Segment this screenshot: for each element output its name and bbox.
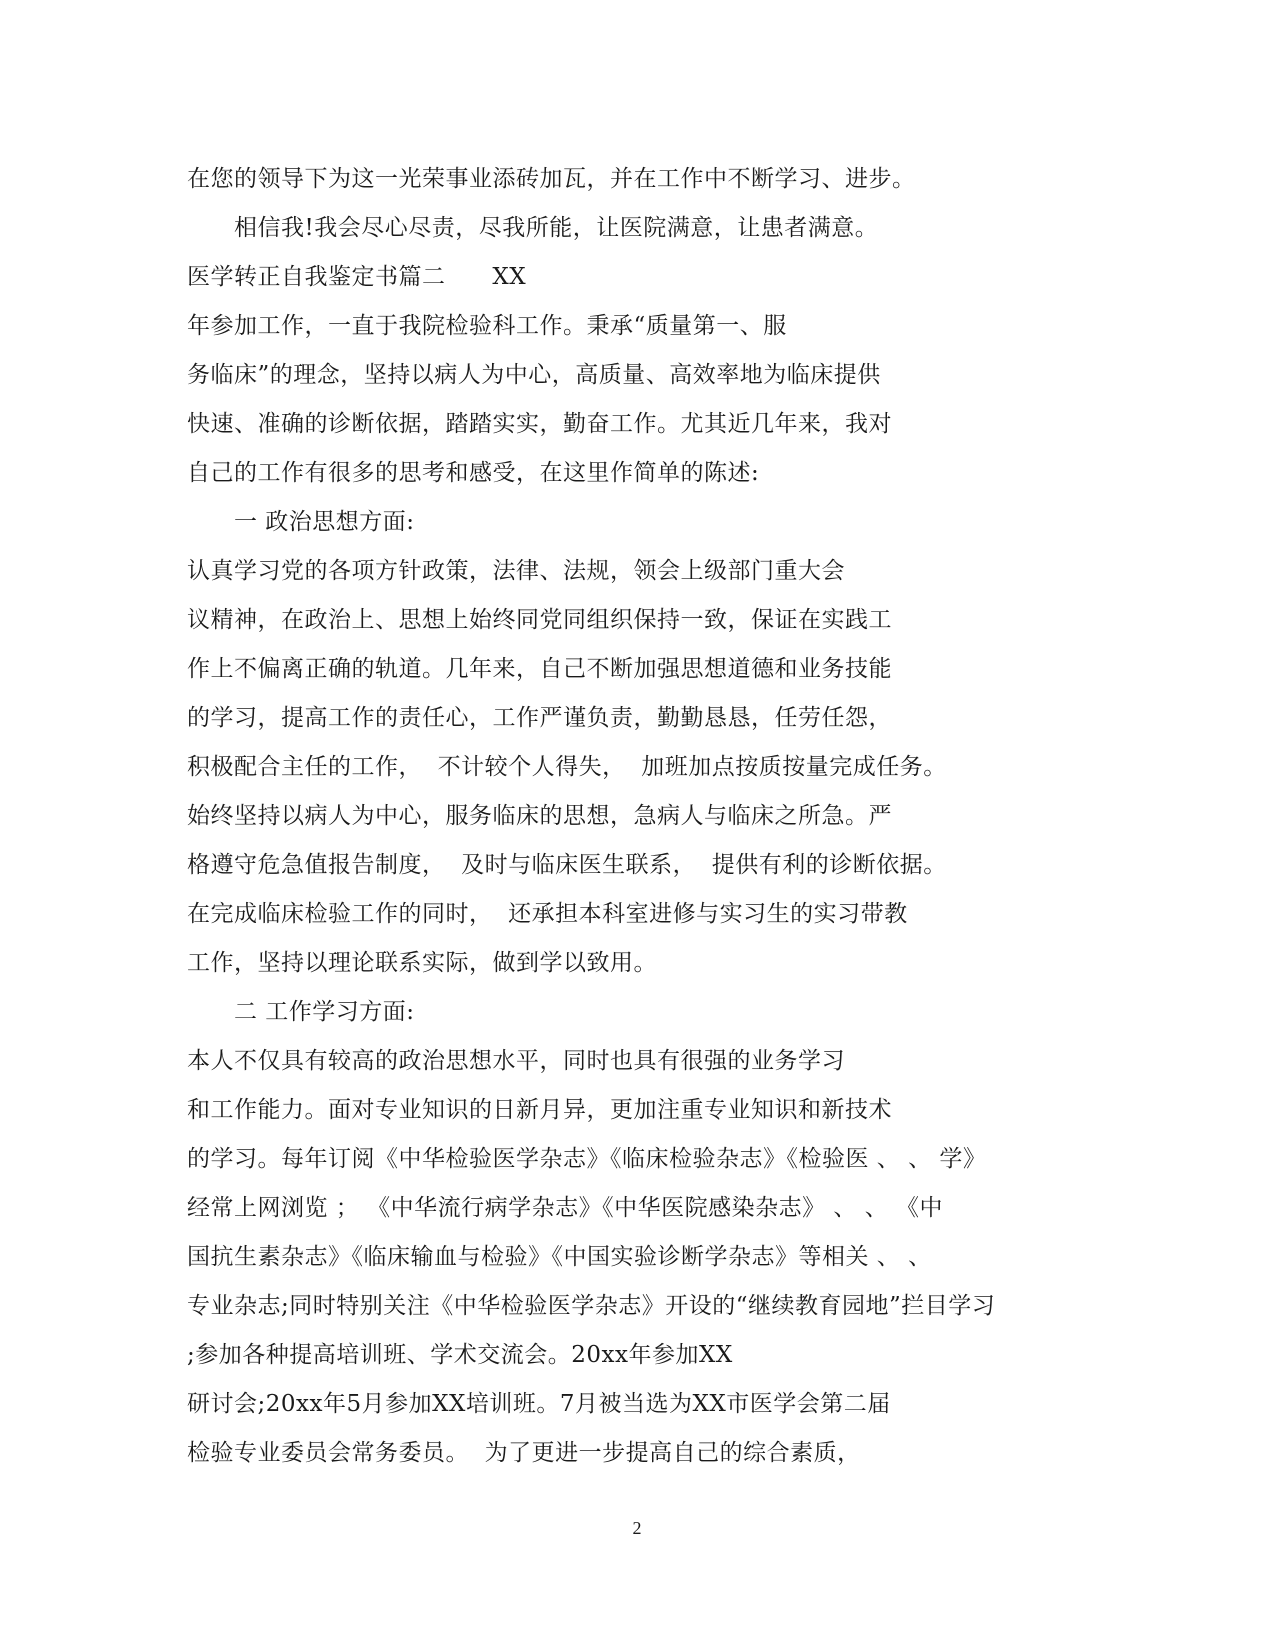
text-line: ;参加各种提高培训班、学术交流会。20xx年参加XX — [187, 1342, 733, 1368]
text-line: 本人不仅具有较高的政治思想水平，同时也具有很强的业务学习 — [187, 1048, 845, 1074]
text-line: 在您的领导下为这一光荣事业添砖加瓦，并在工作中不断学习、进步。 — [187, 166, 916, 192]
text-line: 国抗生素杂志》《临床输血与检验》《中国实验诊断学杂志》等相关 、 、 — [187, 1244, 932, 1270]
text-line: 医学转正自我鉴定书篇二 XX — [187, 264, 527, 290]
text-line: 一 政治思想方面: — [234, 509, 415, 535]
text-line: 作上不偏离正确的轨道。几年来，自己不断加强思想道德和业务技能 — [187, 656, 892, 682]
text-line: 专业杂志;同时特别关注《中华检验医学杂志》开设的“继续教育园地”拦目学习 — [187, 1293, 996, 1319]
text-line: 在完成临床检验工作的同时， 还承担本科室进修与实习生的实习带教 — [187, 901, 908, 927]
text-line: 务临床”的理念，坚持以病人为中心，高质量、高效率地为临床提供 — [187, 362, 881, 388]
text-line: 格遵守危急值报告制度， 及时与临床医生联系， 提供有利的诊断依据。 — [187, 852, 947, 878]
text-line: 工作，坚持以理论联系实际，做到学以致用。 — [187, 950, 657, 976]
body-text — [187, 155, 1087, 1478]
text-line: 认真学习党的各项方针政策，法律、法规，领会上级部门重大会 — [187, 558, 845, 584]
text-line: 研讨会;20xx年5月参加XX培训班。7月被当选为XX市医学会第二届 — [187, 1391, 891, 1417]
text-line: 议精神，在政治上、思想上始终同党同组织保持一致，保证在实践工 — [187, 607, 892, 633]
text-line: 年参加工作，一直于我院检验科工作。秉承“质量第一、服 — [187, 313, 787, 339]
text-line: 快速、准确的诊断依据，踏踏实实，勤奋工作。尤其近几年来，我对 — [187, 411, 892, 437]
text-line: 的学习，提高工作的责任心，工作严谨负责，勤勤恳恳，任劳任怨， — [187, 705, 892, 731]
text-line: 积极配合主任的工作， 不计较个人得失， 加班加点按质按量完成任务。 — [187, 754, 947, 780]
text-line: 检验专业委员会常务委员。 为了更进一步提高自己的综合素质， — [187, 1440, 861, 1466]
text-line: 经常上网浏览 ； 《中华流行病学杂志》《中华医院感染杂志》 、 、 《中 — [187, 1195, 944, 1221]
text-line: 的学习。每年订阅《中华检验医学杂志》《临床检验杂志》《检验医 、 、 学》 — [187, 1146, 987, 1172]
text-line: 始终坚持以病人为中心，服务临床的思想，急病人与临床之所急。严 — [187, 803, 892, 829]
text-line: 相信我!我会尽心尽责，尽我所能，让医院满意，让患者满意。 — [234, 215, 879, 241]
text-line: 二 工作学习方面: — [234, 999, 415, 1025]
page-number: 2 — [632, 1518, 642, 1538]
text-line: 自己的工作有很多的思考和感受，在这里作简单的陈述: — [187, 460, 760, 486]
text-line: 和工作能力。面对专业知识的日新月异，更加注重专业知识和新技术 — [187, 1097, 892, 1123]
